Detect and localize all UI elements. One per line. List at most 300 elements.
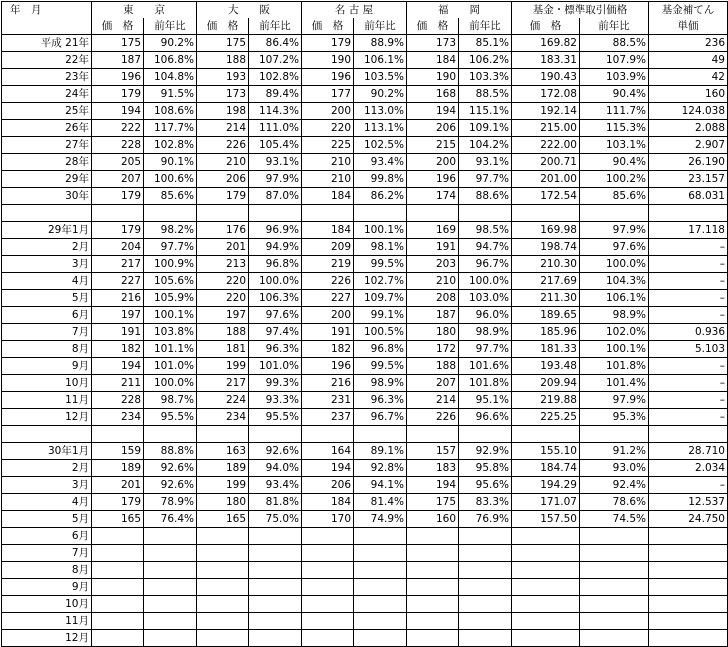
- tokyo-price-cell: 189: [92, 460, 144, 477]
- spacer-cell: [249, 426, 302, 443]
- osaka-ratio-cell: 87.0%: [249, 188, 302, 205]
- row-label: 12月: [2, 409, 92, 426]
- subsidy-cell: [649, 613, 728, 630]
- section-spacer-row: [2, 205, 728, 222]
- header-ratio: 前年比: [144, 18, 197, 35]
- osaka-price-cell: 198: [197, 103, 249, 120]
- fukuoka-price-cell: 203: [407, 256, 459, 273]
- fukuoka-price-cell: 190: [407, 69, 459, 86]
- row-label: 7月: [2, 324, 92, 341]
- fukuoka-ratio-cell: 96.0%: [459, 307, 512, 324]
- fund-price-cell: 211.30: [512, 290, 580, 307]
- row-label: 10月: [2, 596, 92, 613]
- fukuoka-ratio-cell: 96.6%: [459, 409, 512, 426]
- fukuoka-ratio-cell: 85.1%: [459, 35, 512, 52]
- fukuoka-price-cell: 191: [407, 239, 459, 256]
- osaka-price-cell: [197, 528, 249, 545]
- fukuoka-price-cell: 187: [407, 307, 459, 324]
- osaka-ratio-cell: 107.2%: [249, 52, 302, 69]
- tokyo-price-cell: [92, 562, 144, 579]
- nagoya-ratio-cell: 106.1%: [354, 52, 407, 69]
- fukuoka-price-cell: 207: [407, 375, 459, 392]
- subsidy-cell: –: [649, 307, 728, 324]
- fukuoka-ratio-cell: 98.5%: [459, 222, 512, 239]
- osaka-ratio-cell: 101.0%: [249, 358, 302, 375]
- table-row: [2, 511, 728, 528]
- fund-ratio-cell: 95.3%: [580, 409, 649, 426]
- spacer-cell: [197, 205, 249, 222]
- table-row: [2, 341, 728, 358]
- table-row: [2, 596, 728, 613]
- fund-price-cell: 157.50: [512, 511, 580, 528]
- fund-ratio-cell: 104.3%: [580, 273, 649, 290]
- osaka-price-cell: 175: [197, 35, 249, 52]
- header-price: 価 格: [197, 18, 249, 35]
- row-label: 30年1月: [2, 443, 92, 460]
- fund-ratio-cell: 98.9%: [580, 307, 649, 324]
- tokyo-price-cell: [92, 596, 144, 613]
- nagoya-price-cell: 206: [302, 477, 354, 494]
- nagoya-price-cell: 184: [302, 188, 354, 205]
- tokyo-price-cell: 211: [92, 375, 144, 392]
- tokyo-ratio-cell: 101.1%: [144, 341, 197, 358]
- nagoya-ratio-cell: 96.8%: [354, 341, 407, 358]
- row-label: 11月: [2, 613, 92, 630]
- tokyo-price-cell: 187: [92, 52, 144, 69]
- fund-ratio-cell: 102.0%: [580, 324, 649, 341]
- tokyo-price-cell: 228: [92, 392, 144, 409]
- tokyo-ratio-cell: [144, 545, 197, 562]
- fukuoka-ratio-cell: 98.9%: [459, 324, 512, 341]
- subsidy-cell: 2.088: [649, 120, 728, 137]
- nagoya-ratio-cell: 86.2%: [354, 188, 407, 205]
- tokyo-ratio-cell: 100.0%: [144, 375, 197, 392]
- tokyo-price-cell: 228: [92, 137, 144, 154]
- nagoya-ratio-cell: 109.7%: [354, 290, 407, 307]
- fukuoka-ratio-cell: 100.0%: [459, 273, 512, 290]
- tokyo-ratio-cell: 90.1%: [144, 154, 197, 171]
- tokyo-ratio-cell: 88.8%: [144, 443, 197, 460]
- fund-price-cell: 209.94: [512, 375, 580, 392]
- row-label: 29年: [2, 171, 92, 188]
- subsidy-cell: –: [649, 392, 728, 409]
- fukuoka-price-cell: 180: [407, 324, 459, 341]
- nagoya-price-cell: 237: [302, 409, 354, 426]
- fukuoka-ratio-cell: 76.9%: [459, 511, 512, 528]
- nagoya-ratio-cell: 81.4%: [354, 494, 407, 511]
- osaka-price-cell: 220: [197, 273, 249, 290]
- fund-ratio-cell: 88.5%: [580, 35, 649, 52]
- fukuoka-price-cell: 183: [407, 460, 459, 477]
- nagoya-ratio-cell: [354, 630, 407, 647]
- nagoya-price-cell: 209: [302, 239, 354, 256]
- nagoya-ratio-cell: [354, 579, 407, 596]
- osaka-ratio-cell: 75.0%: [249, 511, 302, 528]
- subsidy-cell: 2.034: [649, 460, 728, 477]
- table-row: [2, 358, 728, 375]
- nagoya-ratio-cell: [354, 613, 407, 630]
- header-fund-standard-price: 基金・標準取引価格: [512, 2, 649, 19]
- osaka-ratio-cell: [249, 613, 302, 630]
- header-price: 価 格: [92, 18, 144, 35]
- nagoya-ratio-cell: 102.5%: [354, 137, 407, 154]
- spacer-cell: [249, 205, 302, 222]
- fund-price-cell: 194.29: [512, 477, 580, 494]
- tokyo-ratio-cell: [144, 596, 197, 613]
- osaka-ratio-cell: 94.0%: [249, 460, 302, 477]
- fund-ratio-cell: 100.2%: [580, 171, 649, 188]
- fukuoka-ratio-cell: 88.6%: [459, 188, 512, 205]
- fund-price-cell: 171.07: [512, 494, 580, 511]
- fukuoka-ratio-cell: 95.1%: [459, 392, 512, 409]
- fukuoka-price-cell: [407, 630, 459, 647]
- fund-price-cell: [512, 630, 580, 647]
- fukuoka-ratio-cell: 97.7%: [459, 171, 512, 188]
- nagoya-ratio-cell: 74.9%: [354, 511, 407, 528]
- fund-ratio-cell: 93.0%: [580, 460, 649, 477]
- fund-price-cell: 181.33: [512, 341, 580, 358]
- table-row: [2, 256, 728, 273]
- nagoya-price-cell: 225: [302, 137, 354, 154]
- nagoya-price-cell: 196: [302, 69, 354, 86]
- row-label: 12月: [2, 630, 92, 647]
- tokyo-price-cell: 179: [92, 494, 144, 511]
- fukuoka-ratio-cell: [459, 596, 512, 613]
- osaka-price-cell: 188: [197, 52, 249, 69]
- fund-ratio-cell: 97.9%: [580, 222, 649, 239]
- osaka-ratio-cell: 96.9%: [249, 222, 302, 239]
- table-row: [2, 324, 728, 341]
- osaka-price-cell: 199: [197, 358, 249, 375]
- nagoya-ratio-cell: [354, 562, 407, 579]
- fukuoka-price-cell: 208: [407, 290, 459, 307]
- row-label: 9月: [2, 358, 92, 375]
- nagoya-price-cell: 170: [302, 511, 354, 528]
- osaka-ratio-cell: 96.3%: [249, 341, 302, 358]
- subsidy-cell: 0.936: [649, 324, 728, 341]
- fukuoka-ratio-cell: 103.0%: [459, 290, 512, 307]
- nagoya-ratio-cell: [354, 596, 407, 613]
- osaka-ratio-cell: 93.3%: [249, 392, 302, 409]
- nagoya-price-cell: 200: [302, 307, 354, 324]
- header-ratio: 前年比: [459, 18, 512, 35]
- tokyo-price-cell: [92, 528, 144, 545]
- tokyo-price-cell: 227: [92, 273, 144, 290]
- header-year-month-blank: [2, 18, 92, 35]
- fukuoka-ratio-cell: 95.8%: [459, 460, 512, 477]
- spacer-cell: [459, 205, 512, 222]
- osaka-ratio-cell: 92.6%: [249, 443, 302, 460]
- nagoya-ratio-cell: 96.3%: [354, 392, 407, 409]
- spacer-cell: [92, 205, 144, 222]
- fund-ratio-cell: 90.4%: [580, 154, 649, 171]
- fukuoka-ratio-cell: 88.5%: [459, 86, 512, 103]
- row-label: 8月: [2, 562, 92, 579]
- osaka-price-cell: 193: [197, 69, 249, 86]
- osaka-price-cell: 197: [197, 307, 249, 324]
- fund-ratio-cell: 97.6%: [580, 239, 649, 256]
- table-body: [2, 35, 728, 647]
- fukuoka-ratio-cell: 101.8%: [459, 375, 512, 392]
- nagoya-price-cell: [302, 630, 354, 647]
- subsidy-cell: 5.103: [649, 341, 728, 358]
- fund-ratio-cell: 101.4%: [580, 375, 649, 392]
- subsidy-cell: 124.038: [649, 103, 728, 120]
- row-label: 10月: [2, 375, 92, 392]
- fund-price-cell: 200.71: [512, 154, 580, 171]
- row-label: 4月: [2, 273, 92, 290]
- fukuoka-price-cell: 206: [407, 120, 459, 137]
- osaka-price-cell: 179: [197, 188, 249, 205]
- osaka-price-cell: [197, 630, 249, 647]
- fund-price-cell: 215.00: [512, 120, 580, 137]
- fukuoka-ratio-cell: 106.2%: [459, 52, 512, 69]
- fund-ratio-cell: 101.8%: [580, 358, 649, 375]
- nagoya-price-cell: 219: [302, 256, 354, 273]
- nagoya-price-cell: [302, 545, 354, 562]
- fukuoka-price-cell: 210: [407, 273, 459, 290]
- nagoya-ratio-cell: 98.9%: [354, 375, 407, 392]
- fukuoka-price-cell: 173: [407, 35, 459, 52]
- header-row-sub: [2, 18, 728, 35]
- tokyo-ratio-cell: 78.9%: [144, 494, 197, 511]
- row-label: 5月: [2, 290, 92, 307]
- tokyo-ratio-cell: 76.4%: [144, 511, 197, 528]
- osaka-price-cell: 173: [197, 86, 249, 103]
- nagoya-ratio-cell: 102.7%: [354, 273, 407, 290]
- fukuoka-price-cell: [407, 562, 459, 579]
- subsidy-cell: 2.907: [649, 137, 728, 154]
- header-region-fukuoka: 福 岡: [407, 2, 512, 19]
- fund-ratio-cell: 103.1%: [580, 137, 649, 154]
- subsidy-cell: [649, 579, 728, 596]
- tokyo-ratio-cell: [144, 613, 197, 630]
- fukuoka-ratio-cell: 101.6%: [459, 358, 512, 375]
- tokyo-ratio-cell: 95.5%: [144, 409, 197, 426]
- osaka-ratio-cell: 114.3%: [249, 103, 302, 120]
- nagoya-price-cell: [302, 579, 354, 596]
- nagoya-price-cell: 179: [302, 35, 354, 52]
- subsidy-cell: 23.157: [649, 171, 728, 188]
- fukuoka-price-cell: 194: [407, 477, 459, 494]
- spacer-cell: [512, 205, 580, 222]
- fukuoka-price-cell: 196: [407, 171, 459, 188]
- fukuoka-price-cell: 160: [407, 511, 459, 528]
- nagoya-ratio-cell: 96.7%: [354, 409, 407, 426]
- tokyo-ratio-cell: [144, 528, 197, 545]
- fund-price-cell: [512, 528, 580, 545]
- tokyo-price-cell: 194: [92, 103, 144, 120]
- table-row: [2, 290, 728, 307]
- osaka-ratio-cell: [249, 630, 302, 647]
- header-ratio: 前年比: [354, 18, 407, 35]
- tokyo-price-cell: 194: [92, 358, 144, 375]
- fukuoka-ratio-cell: 94.7%: [459, 239, 512, 256]
- row-label: 28年: [2, 154, 92, 171]
- nagoya-price-cell: 231: [302, 392, 354, 409]
- fukuoka-price-cell: 214: [407, 392, 459, 409]
- spacer-cell: [197, 426, 249, 443]
- osaka-price-cell: 176: [197, 222, 249, 239]
- tokyo-price-cell: 175: [92, 35, 144, 52]
- table-row: [2, 375, 728, 392]
- fund-ratio-cell: 74.5%: [580, 511, 649, 528]
- nagoya-price-cell: 210: [302, 154, 354, 171]
- fund-price-cell: 184.74: [512, 460, 580, 477]
- fukuoka-ratio-cell: [459, 562, 512, 579]
- fukuoka-ratio-cell: 92.9%: [459, 443, 512, 460]
- fund-price-cell: 172.54: [512, 188, 580, 205]
- header-price: 価 格: [407, 18, 459, 35]
- nagoya-ratio-cell: 93.4%: [354, 154, 407, 171]
- spacer-cell: [580, 205, 649, 222]
- spacer-cell: [2, 205, 92, 222]
- tokyo-price-cell: 159: [92, 443, 144, 460]
- header-ratio: 前年比: [249, 18, 302, 35]
- subsidy-cell: –: [649, 239, 728, 256]
- nagoya-price-cell: 191: [302, 324, 354, 341]
- tokyo-price-cell: 179: [92, 222, 144, 239]
- spacer-cell: [144, 426, 197, 443]
- subsidy-cell: –: [649, 256, 728, 273]
- table-row: [2, 103, 728, 120]
- fund-ratio-cell: 100.0%: [580, 256, 649, 273]
- nagoya-price-cell: 210: [302, 171, 354, 188]
- fukuoka-price-cell: 184: [407, 52, 459, 69]
- fukuoka-price-cell: 169: [407, 222, 459, 239]
- osaka-price-cell: 163: [197, 443, 249, 460]
- subsidy-cell: 28.710: [649, 443, 728, 460]
- header-subsidy-line2: 単価: [649, 18, 728, 35]
- fund-ratio-cell: 78.6%: [580, 494, 649, 511]
- header-subsidy-line1: 基金補てん: [649, 2, 728, 19]
- table-row: [2, 137, 728, 154]
- subsidy-cell: –: [649, 273, 728, 290]
- osaka-ratio-cell: 95.5%: [249, 409, 302, 426]
- subsidy-cell: 236: [649, 35, 728, 52]
- table-row: [2, 409, 728, 426]
- fukuoka-ratio-cell: 103.3%: [459, 69, 512, 86]
- osaka-price-cell: [197, 613, 249, 630]
- osaka-ratio-cell: 106.3%: [249, 290, 302, 307]
- fund-ratio-cell: 85.6%: [580, 188, 649, 205]
- table-row: [2, 188, 728, 205]
- nagoya-ratio-cell: 113.0%: [354, 103, 407, 120]
- tokyo-ratio-cell: 85.6%: [144, 188, 197, 205]
- header-region-osaka: 大 阪: [197, 2, 302, 19]
- tokyo-ratio-cell: 105.6%: [144, 273, 197, 290]
- fund-ratio-cell: 97.9%: [580, 392, 649, 409]
- tokyo-price-cell: 205: [92, 154, 144, 171]
- row-label: 9月: [2, 579, 92, 596]
- tokyo-ratio-cell: 101.0%: [144, 358, 197, 375]
- table-row: [2, 528, 728, 545]
- fukuoka-price-cell: [407, 528, 459, 545]
- header-price: 価 格: [512, 18, 580, 35]
- table-row: [2, 392, 728, 409]
- header-region-tokyo: 東 京: [92, 2, 197, 19]
- tokyo-ratio-cell: 117.7%: [144, 120, 197, 137]
- subsidy-cell: 49: [649, 52, 728, 69]
- subsidy-cell: 26.190: [649, 154, 728, 171]
- fukuoka-ratio-cell: [459, 579, 512, 596]
- fund-price-cell: 217.69: [512, 273, 580, 290]
- nagoya-price-cell: 177: [302, 86, 354, 103]
- osaka-price-cell: 213: [197, 256, 249, 273]
- fund-price-cell: 183.31: [512, 52, 580, 69]
- tokyo-ratio-cell: 103.8%: [144, 324, 197, 341]
- subsidy-cell: –: [649, 409, 728, 426]
- tokyo-price-cell: 165: [92, 511, 144, 528]
- fukuoka-price-cell: 200: [407, 154, 459, 171]
- fund-price-cell: 185.96: [512, 324, 580, 341]
- fukuoka-ratio-cell: [459, 613, 512, 630]
- tokyo-price-cell: 179: [92, 86, 144, 103]
- osaka-price-cell: [197, 562, 249, 579]
- nagoya-ratio-cell: 88.9%: [354, 35, 407, 52]
- tokyo-price-cell: 179: [92, 188, 144, 205]
- osaka-ratio-cell: [249, 596, 302, 613]
- subsidy-cell: [649, 528, 728, 545]
- osaka-price-cell: 181: [197, 341, 249, 358]
- osaka-ratio-cell: 93.1%: [249, 154, 302, 171]
- spacer-cell: [144, 205, 197, 222]
- osaka-price-cell: 226: [197, 137, 249, 154]
- osaka-ratio-cell: 102.8%: [249, 69, 302, 86]
- header-region-nagoya: 名 古 屋: [302, 2, 407, 19]
- fukuoka-ratio-cell: 95.6%: [459, 477, 512, 494]
- spacer-cell: [580, 426, 649, 443]
- table-row: [2, 494, 728, 511]
- header-year-month: 年 月: [2, 2, 92, 19]
- nagoya-price-cell: 200: [302, 103, 354, 120]
- nagoya-ratio-cell: [354, 545, 407, 562]
- tokyo-price-cell: 222: [92, 120, 144, 137]
- osaka-price-cell: 217: [197, 375, 249, 392]
- nagoya-ratio-cell: 100.5%: [354, 324, 407, 341]
- osaka-price-cell: 220: [197, 290, 249, 307]
- fund-ratio-cell: 106.1%: [580, 290, 649, 307]
- table-row: [2, 35, 728, 52]
- osaka-ratio-cell: [249, 579, 302, 596]
- spacer-cell: [459, 426, 512, 443]
- osaka-price-cell: 206: [197, 171, 249, 188]
- osaka-ratio-cell: [249, 528, 302, 545]
- subsidy-cell: 12.537: [649, 494, 728, 511]
- tokyo-ratio-cell: 92.6%: [144, 460, 197, 477]
- row-label: 6月: [2, 307, 92, 324]
- fund-ratio-cell: [580, 630, 649, 647]
- nagoya-ratio-cell: 103.5%: [354, 69, 407, 86]
- subsidy-cell: 24.750: [649, 511, 728, 528]
- fund-ratio-cell: 111.7%: [580, 103, 649, 120]
- table-row: [2, 562, 728, 579]
- row-label: 11月: [2, 392, 92, 409]
- tokyo-price-cell: [92, 579, 144, 596]
- fund-price-cell: 201.00: [512, 171, 580, 188]
- tokyo-ratio-cell: 106.8%: [144, 52, 197, 69]
- nagoya-ratio-cell: 99.8%: [354, 171, 407, 188]
- row-label: 25年: [2, 103, 92, 120]
- subsidy-cell: [649, 562, 728, 579]
- row-label: 22年: [2, 52, 92, 69]
- osaka-price-cell: [197, 579, 249, 596]
- table-row: [2, 545, 728, 562]
- fund-price-cell: [512, 562, 580, 579]
- fukuoka-price-cell: [407, 579, 459, 596]
- fukuoka-price-cell: 215: [407, 137, 459, 154]
- subsidy-cell: 17.118: [649, 222, 728, 239]
